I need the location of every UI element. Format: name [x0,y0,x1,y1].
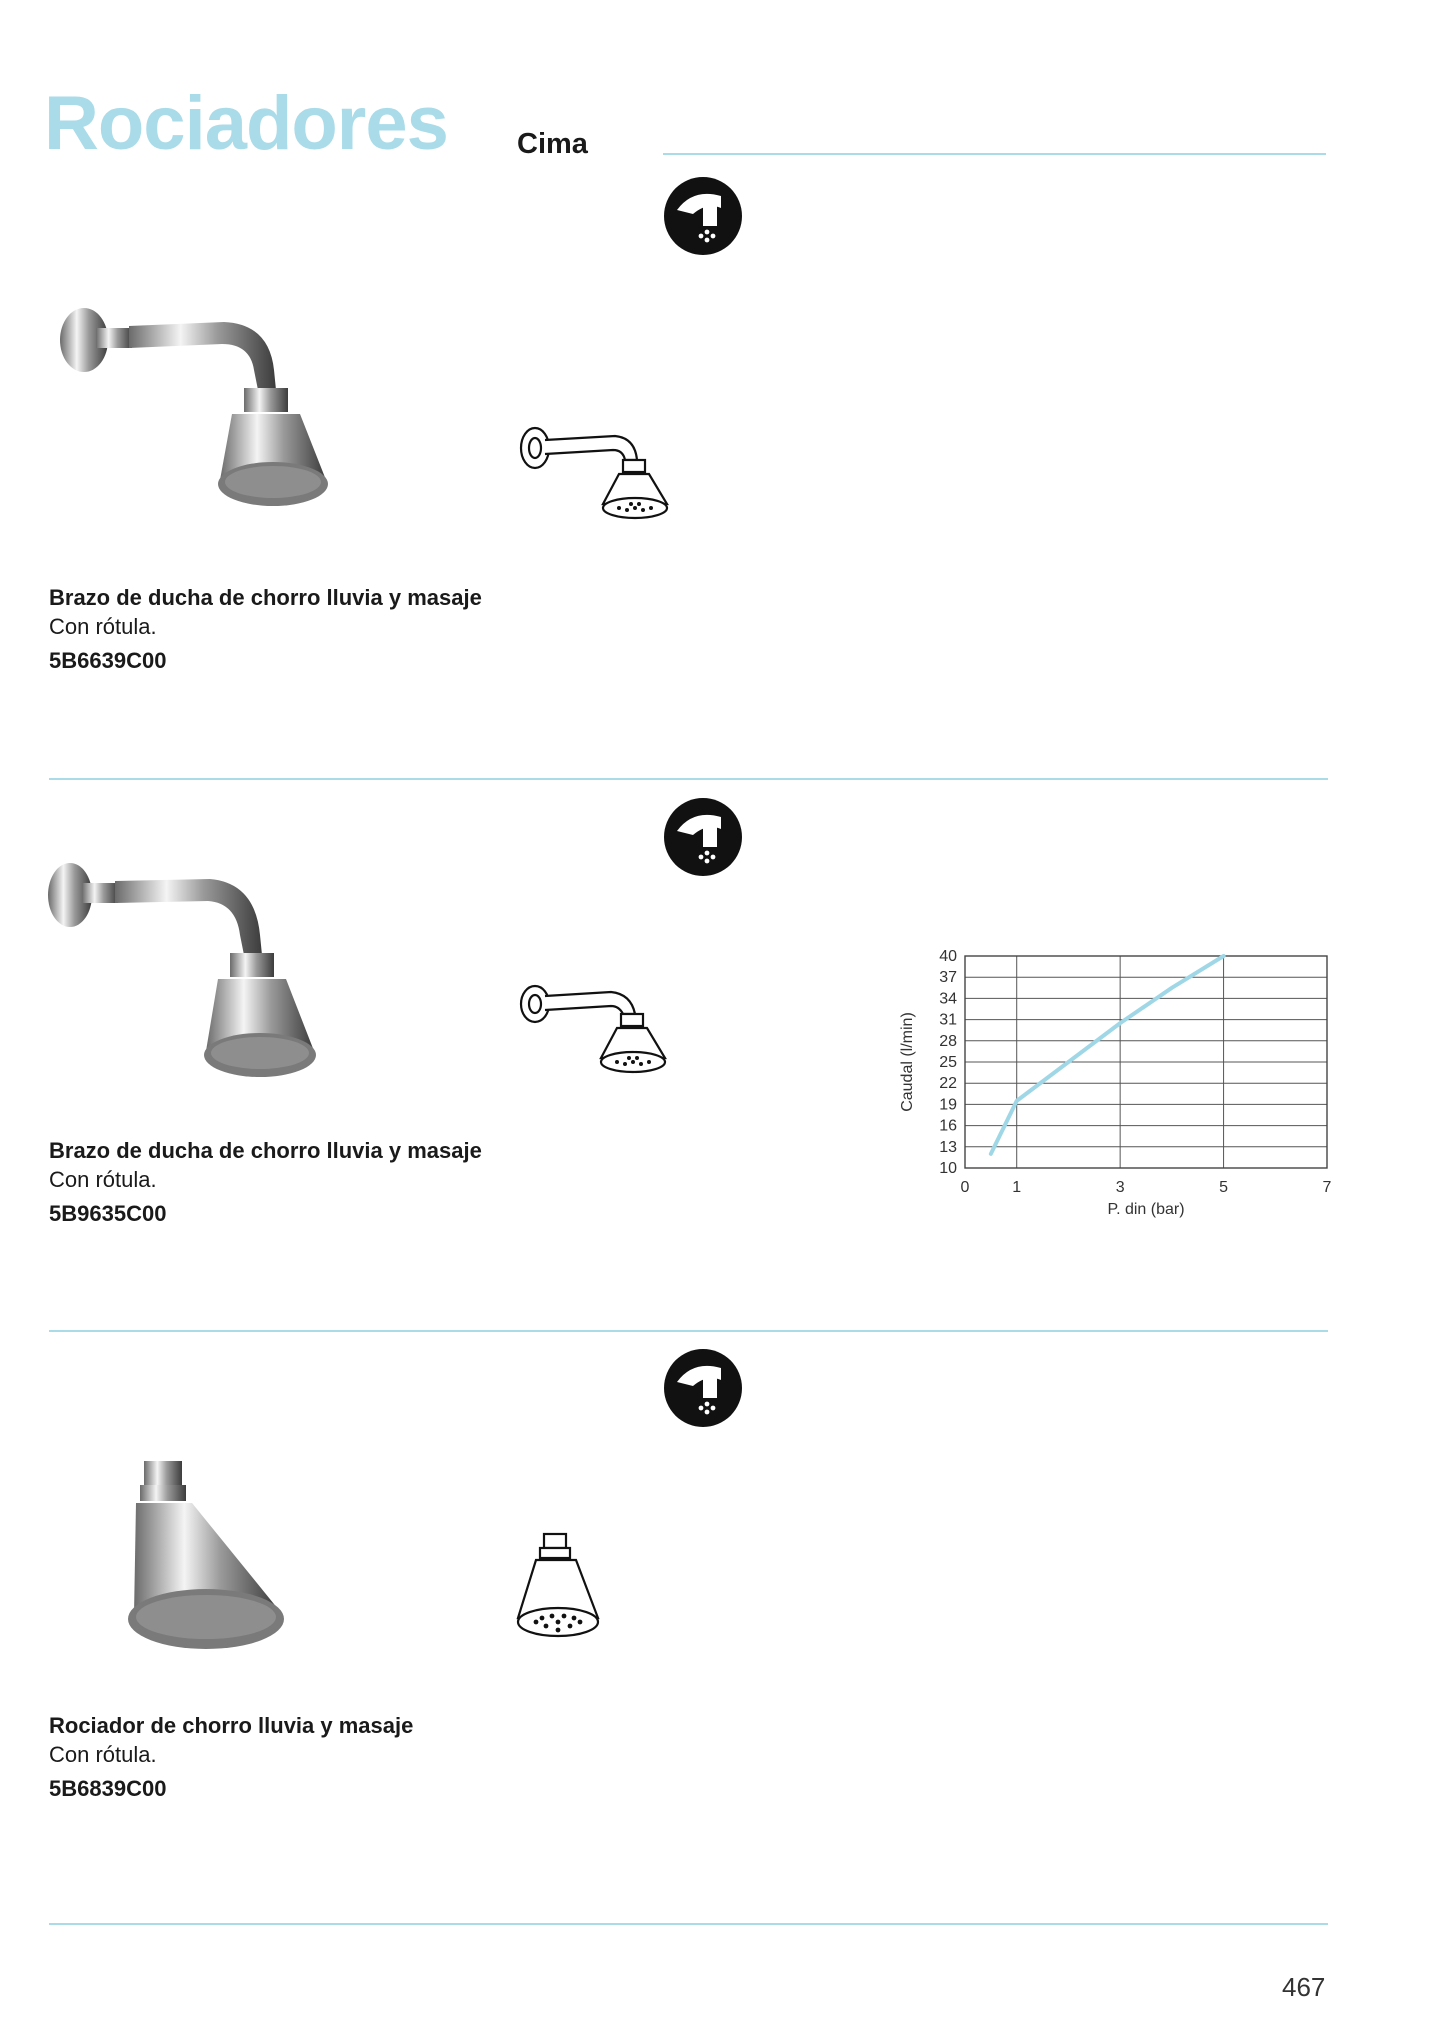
product-photo [44,290,344,530]
product-description: Con rótula. [49,1167,157,1192]
chart-y-tick-label: 34 [939,990,957,1008]
shower-spray-icon [663,1348,743,1428]
chart-x-tick-label: 1 [1012,1179,1022,1196]
spray-type-icon [663,1348,743,1433]
series-name: Cima [517,128,588,160]
section-divider [49,778,1328,780]
product-name: Brazo de ducha de chorro lluvia y masaje [49,585,482,610]
product-code: 5B6839C00 [49,1776,167,1801]
section-divider [49,1330,1328,1332]
section-divider [49,1923,1328,1925]
chart-y-tick-label: 31 [939,1011,957,1029]
page-number: 467 [1282,1972,1326,2002]
chart-y-tick-label: 19 [939,1096,957,1114]
shower-spray-icon [663,176,743,256]
header-divider [663,153,1326,155]
product-code: 5B9635C00 [49,1201,167,1226]
flow-chart [890,942,1340,1237]
chart-y-tick-label: 13 [939,1138,957,1156]
chart-x-tick-label: 5 [1219,1179,1229,1196]
product-drawing [512,1530,607,1645]
chart-y-tick-label: 16 [939,1117,957,1135]
product-name: Brazo de ducha de chorro lluvia y masaje [49,1138,482,1163]
chart-y-tick-label: 40 [939,948,957,965]
chart-x-tick-label: 7 [1322,1179,1332,1196]
product-drawing [515,418,685,528]
product-photo [110,1455,310,1665]
chart-series-line [991,956,1224,1154]
chart-y-tick-label: 10 [939,1160,957,1177]
chart-y-tick-label: 25 [939,1054,957,1071]
shower-spray-icon [663,797,743,877]
chart-y-tick-label: 37 [939,969,957,987]
product-name: Rociador de chorro lluvia y masaje [49,1713,414,1738]
chart-x-tick-label: 0 [960,1179,970,1196]
product-drawing [515,970,685,1080]
chart-x-tick-label: 3 [1115,1179,1125,1196]
chart-y-axis-label: Caudal (l/min) [899,1012,916,1112]
chart-x-axis-label: P. din (bar) [1107,1201,1185,1218]
chart-y-tick-label: 28 [939,1032,957,1050]
product-code: 5B6639C00 [49,648,167,673]
spray-type-icon [663,797,743,882]
product-description: Con rótula. [49,614,157,639]
page-title: Rociadores [44,81,448,166]
spray-type-icon [663,176,743,261]
product-photo [30,855,330,1095]
chart-y-tick-label: 22 [939,1075,957,1093]
product-description: Con rótula. [49,1742,157,1767]
